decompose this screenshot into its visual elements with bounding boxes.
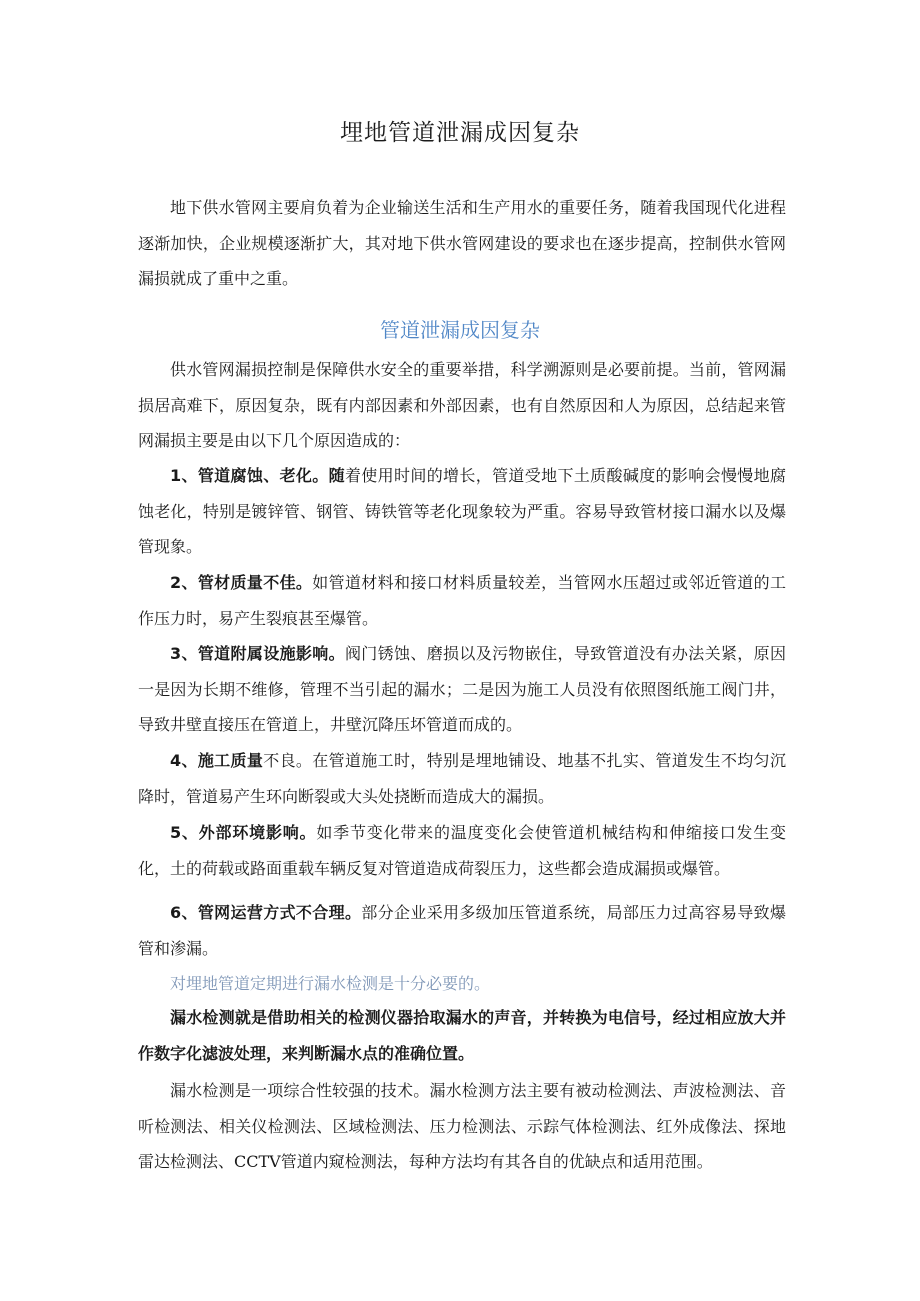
cause-item-3-lead: 3、管道附属设施影响。 bbox=[170, 644, 345, 663]
cause-item-5-text: 如季节变化带来的温度变化会使管道机械结构和伸缩接口发生变化，土的荷载或路面重载车辆反复对管道造成荷裂压力，这些都会造成漏损或爆管。 bbox=[138, 823, 786, 878]
cause-item-5-lead: 5、外部环境影响。 bbox=[170, 823, 317, 842]
cause-item-2 bbox=[138, 565, 786, 636]
cause-item-6-lead: 6、管网运营方式不合理。 bbox=[170, 903, 362, 922]
necessity-note: 对埋地管道定期进行漏水检测是十分必要的。 bbox=[170, 974, 491, 993]
cause-item-4-lead: 4、施工质量 bbox=[170, 751, 264, 770]
cause-item-3 bbox=[138, 636, 786, 743]
cause-item-4 bbox=[138, 743, 786, 814]
cause-item-1-lead: 1、管道腐蚀、老化。随 bbox=[170, 466, 345, 485]
cause-item-1 bbox=[138, 458, 786, 565]
cause-item-2-text: 如管道材料和接口材料质量较差，当管网水压超过或邻近管道的工作压力时，易产生裂痕甚至爆管。 bbox=[138, 573, 786, 628]
document-title: 埋地管道泄漏成因复杂 bbox=[340, 120, 580, 146]
cause-item-5 bbox=[138, 815, 786, 886]
cause-item-1-text: 着使用时间的增长，管道受地下土质酸碱度的影响会慢慢地腐蚀老化，特别是镀锌管、钢管、铸铁管等老化现象较为严重。容易导致管材接口漏水以及爆管现象。 bbox=[138, 466, 786, 556]
intro-paragraph: 地下供水管网主要肩负着为企业输送生活和生产用水的重要任务，随着我国现代化进程逐渐加快，企业规模逐渐扩大，其对地下供水管网建设的要求也在逐步提高，控制供水管网漏损就成了重中之重。 bbox=[138, 198, 786, 288]
section-heading: 管道泄漏成因复杂 bbox=[380, 318, 540, 342]
causes-intro-paragraph: 供水管网漏损控制是保障供水安全的重要举措，科学溯源则是必要前提。当前，管网漏损居高难下，原因复杂，既有内部因素和外部因素，也有自然原因和人为原因，总结起来管网漏损主要是由以下几个原因造成的： bbox=[138, 360, 786, 450]
cause-item-3-text: 阀门锈蚀、磨损以及污物嵌住，导致管道没有办法关紧，原因一是因为长期不维修，管理不当引起的漏水；二是因为施工人员没有依照图纸施工阀门井，导致井壁直接压在管道上，井壁沉降压坏管道而成的。 bbox=[138, 644, 786, 734]
cause-item-6-text: 部分企业采用多级加压管道系统，局部压力过高容易导致爆管和渗漏。 bbox=[138, 903, 786, 958]
methods-paragraph: 漏水检测是一项综合性较强的技术。漏水检测方法主要有被动检测法、声波检测法、音听检测法、相关仪检测法、区域检测法、压力检测法、示踪气体检测法、红外成像法、探地雷达检测法、CCTV管道内窥检测法，每种方法均有其各自的优缺点和适用范围。 bbox=[138, 1081, 786, 1171]
cause-item-4-text: 不良。在管道施工时，特别是埋地铺设、地基不扎实、管道发生不均匀沉降时，管道易产生环向断裂或大头处挠断而造成大的漏损。 bbox=[138, 751, 786, 806]
definition-paragraph: 漏水检测就是借助相关的检测仪器拾取漏水的声音，并转换为电信号，经过相应放大并作数字化滤波处理，来判断漏水点的准确位置。 bbox=[138, 1008, 786, 1063]
cause-item-2-lead: 2、管材质量不佳。 bbox=[170, 573, 313, 592]
cause-item-6 bbox=[138, 895, 786, 966]
